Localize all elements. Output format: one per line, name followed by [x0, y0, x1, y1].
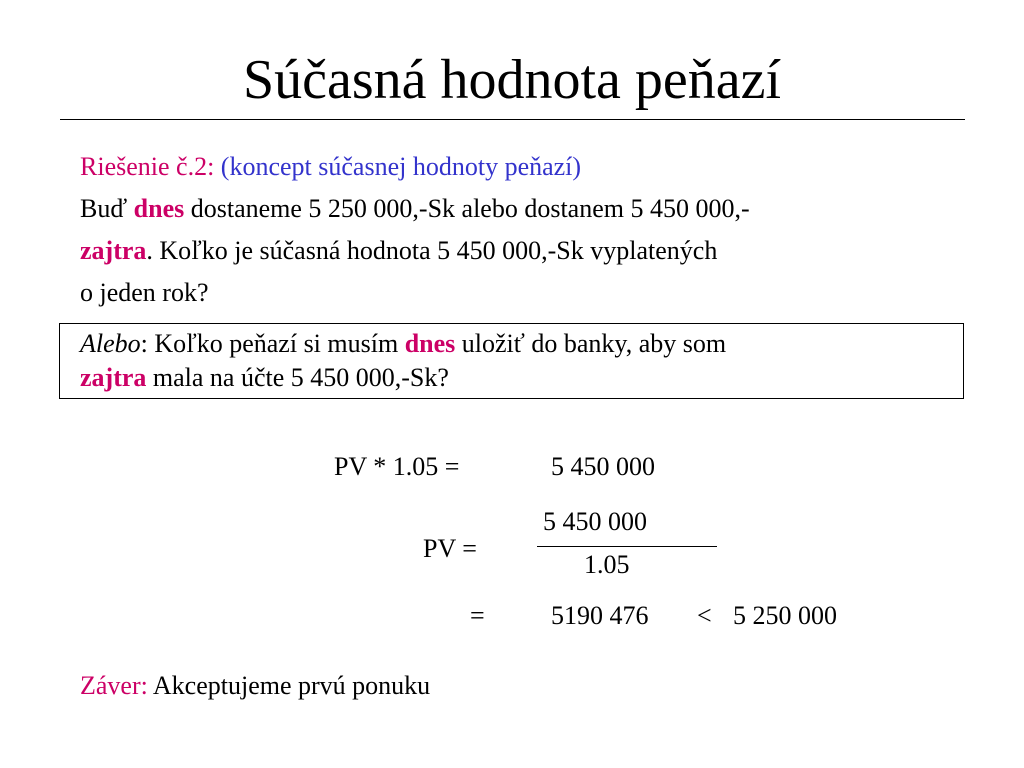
comparison-symbol: < — [697, 601, 712, 630]
equation-3-result: 5190 476 — [551, 601, 649, 630]
alternative-line2-post: mala na účte 5 450 000,-Sk? — [146, 363, 449, 392]
solution-label: Riešenie č.2: — [80, 152, 215, 181]
alternative-line1-pre: : Koľko peňazí si musím — [140, 329, 405, 358]
equation-3-equals: = — [470, 601, 485, 630]
alternative-text — [80, 327, 726, 395]
equation-3-other: 5 250 000 — [733, 601, 837, 630]
solution-line-3: o jeden rok? — [80, 278, 209, 307]
solution-line-1 — [80, 188, 980, 230]
conclusion — [80, 669, 430, 703]
solution-line-2 — [80, 230, 980, 272]
alternative-label: Alebo — [80, 329, 141, 358]
title-divider — [60, 119, 965, 120]
fraction-denominator: 1.05 — [584, 550, 630, 579]
equation-2-left: PV = — [423, 534, 477, 563]
solution-dnes: dnes — [133, 194, 185, 223]
fraction-bar — [537, 546, 717, 547]
solution-line1-pre: Buď — [80, 194, 134, 223]
solution-paragraph — [80, 146, 980, 314]
alternative-line-2 — [80, 361, 726, 395]
alternative-line-1 — [80, 327, 726, 361]
alternative-dnes: dnes — [404, 329, 456, 358]
solution-line1-post: dostaneme 5 250 000,-Sk alebo dostanem 5 450 000,- — [184, 194, 750, 223]
page-title: Súčasná hodnota peňazí — [242, 49, 782, 111]
solution-heading — [80, 146, 980, 188]
solution-concept: (koncept súčasnej hodnoty peňazí) — [220, 152, 582, 181]
fraction-numerator: 5 450 000 — [543, 507, 647, 536]
equation-1-right: 5 450 000 — [551, 452, 655, 481]
solution-zajtra: zajtra — [80, 236, 147, 265]
equation-1-left: PV * 1.05 = — [334, 452, 460, 481]
conclusion-text: Akceptujeme prvú ponuku — [147, 671, 431, 700]
conclusion-label: Záver: — [80, 671, 148, 700]
alternative-zajtra: zajtra — [80, 363, 147, 392]
alternative-line1-post: uložiť do banky, aby som — [455, 329, 727, 358]
solution-line2-post: . Koľko je súčasná hodnota 5 450 000,-Sk vyplatených — [146, 236, 718, 265]
